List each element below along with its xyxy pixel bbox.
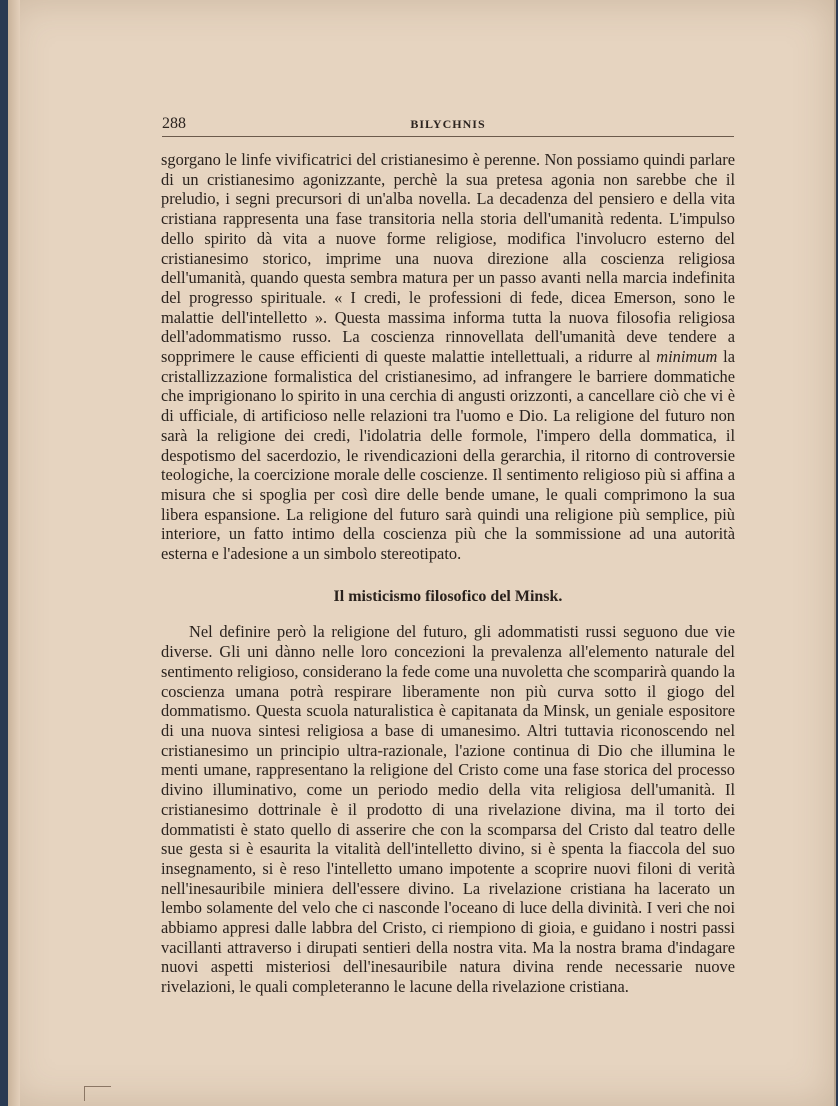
paragraph-1-text-b: la cristallizzazione formalistica del cristianesimo, ad infrangere le barriere dommatiche che imprigionano lo spirito in una cerchia di angusti orizzonti, a cancellare ciò che vi è di ufficiale, di artificioso nelle relazioni tra l'uomo e Dio. La religione del futuro non sarà la religione dei credi, l'idolatria delle formole, l'impero della dommatica, il despotismo del sacerdozio, le rivendicazioni della gerarchia, il ritorno di controversie teologiche, la coercizione morale delle coscienze. Il sentimento religioso più si affina a misura che si spoglia per così dire delle bende umane, le quali comprimono la sua libera espansione. La religione del futuro sarà quindi una religione più semplice, più interiore, un fatto intimo della coscienza più che la sommissione ad una autorità esterna e l'adesione a un simbolo stereotipato. bbox=[161, 347, 735, 564]
journal-title: BILYCHNIS bbox=[410, 117, 486, 131]
emphasis-minimum: minimum bbox=[656, 347, 718, 367]
binding-mark bbox=[84, 1086, 111, 1101]
article-body bbox=[161, 150, 735, 997]
section-heading: Il misticismo filosofico del Minsk. bbox=[333, 587, 563, 605]
running-head bbox=[162, 115, 734, 135]
paragraph-1-text-a: sgorgano le linfe vivificatrici del cristianesimo è perenne. Non possiamo quindi parlare di un cristianesimo agonizzante, perchè la sua pretesa agonia non sarebbe che il preludio, i segni precursori di un'alba novella. La decadenza del pensiero e della vita cristiana rappresenta una fase transitoria nella storia dell'umanità redenta. L'impulso dello spirito dà vita a nuove forme religiose, modifica l'involucro esterno del cristianesimo storico, imprime una nuova direzione alla coscienza religiosa dell'umanità, quando questa sembra matura per un passo avanti nella marcia indefinita del progresso spirituale. « I credi, le professioni di fede, dicea Emerson, sono le malattie dell'intelletto ». Questa massima informa tutta la nuova filosofia religiosa dell'adommatismo russo. La coscienza rinnovellata dell'umanità deve tendere a sopprimere le cause efficienti di queste malattie intellettuali, a ridurre al bbox=[161, 150, 735, 367]
page-number: 288 bbox=[162, 115, 186, 132]
header-rule bbox=[162, 136, 734, 137]
paragraph-1 bbox=[161, 150, 735, 564]
page-edge bbox=[8, 0, 20, 1106]
paragraph-2: Nel definire però la religione del futuro, gli adommatisti russi seguono due vie diverse. Gli uni dànno nelle loro concezioni la prevalenza all'elemento naturale del sentimento religioso, considerano la fede come una nuvoletta che scomparirà quando la coscienza umana potrà respirare liberamente non più curva sotto il giogo del dommatismo. Questa scuola naturalistica è capitanata da Minsk, un geniale espositore di una nuova sintesi religiosa a base di umanesimo. Altri tuttavia riconoscendo nel cristianesimo un principio ultra-razionale, l'azione continua di Dio che illumina le menti umane, rappresentano la religione del Cristo come una fase storica del processo divino illuminativo, come un periodo medio della vita religiosa dell'umanità. Il cristianesimo dottrinale è il prodotto di una rivelazione divina, ma il torto dei dommatisti è stato quello di asserire che con la scomparsa del Cristo dal teatro delle sue gesta si è esaurita la vitalità dell'intelletto divino, si è spenta la fiaccola del suo insegnamento, si è reso l'intelletto umano impotente a scoprire nuovi filoni di verità nell'inesauribile miniera dell'essere divino. La rivelazione cristiana ha lacerato un lembo solamente del velo che ci nasconde l'oceano di luce della divinità. I veri che noi abbiamo appresi dalle labbra del Cristo, ci riempiono di gioia, e guidano i nostri passi vacillanti attraverso i dirupati sentieri della nostra vita. Ma la nostra brama d'indagare nuovi aspetti misteriosi dell'inesauribile natura divina rende necessarie nuove rivelazioni, le quali completeranno le lacune della rivelazione cristiana. bbox=[161, 622, 735, 997]
